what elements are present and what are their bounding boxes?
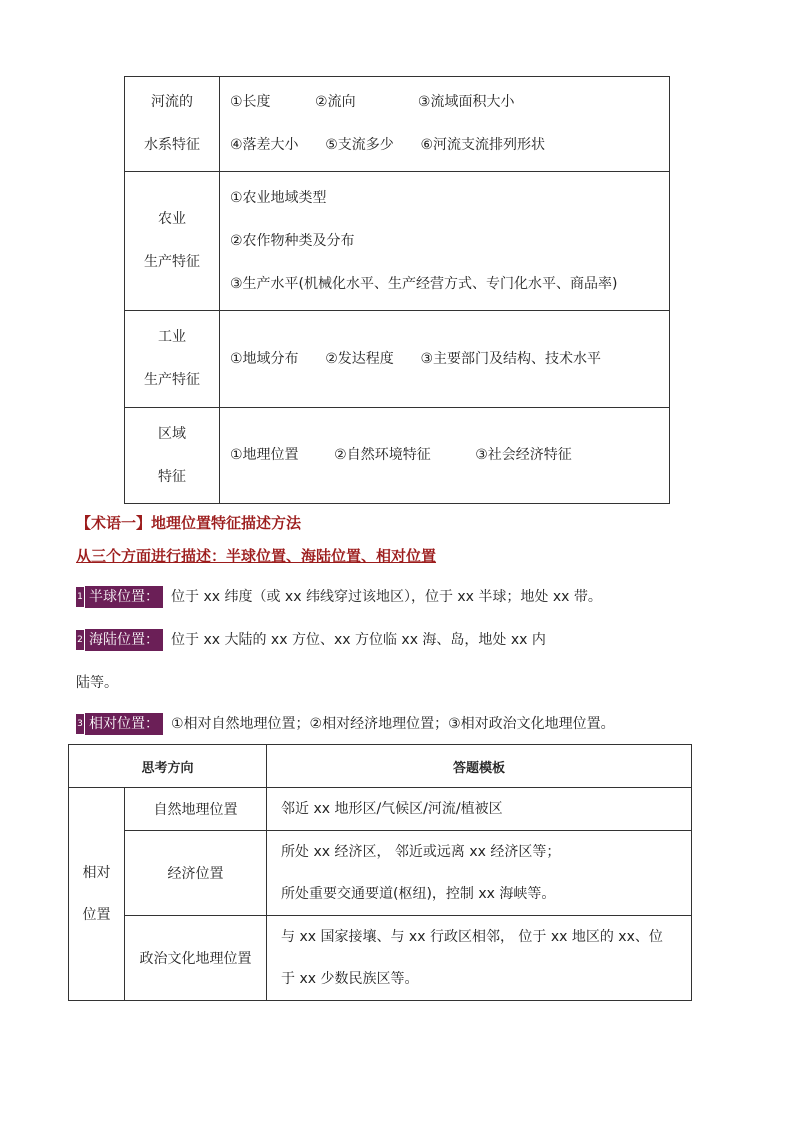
item-text: 位于 xx 纬度（或 xx 纬线穿过该地区），位于 xx 半球；地处 xx 带。: [171, 589, 602, 605]
item-label: 相对位置：: [85, 713, 163, 735]
list-item: [76, 586, 602, 608]
row-content: [220, 408, 670, 504]
group-label-line: 位置: [82, 907, 111, 923]
item-label: 海陆位置：: [85, 629, 163, 651]
river-agri-industry-table: [124, 76, 670, 504]
table-row: [125, 172, 670, 311]
value-line: 所处重要交通要道(枢纽)，控制 xx 海峡等。: [281, 886, 556, 902]
row-header-line: 区域: [158, 425, 186, 442]
item-number: 2: [76, 630, 84, 650]
content-line: ③生产水平(机械化水平、生产经营方式、专门化水平、商品率): [230, 275, 618, 292]
item-label: 半球位置：: [85, 586, 163, 608]
row-content: [220, 77, 670, 172]
row-label: 经济位置: [125, 831, 267, 916]
item-text-continued: 陆等。: [76, 675, 118, 691]
table-header-row: [69, 745, 692, 788]
row-header-line: 农业: [158, 211, 186, 227]
row-label: 政治文化地理位置: [125, 916, 267, 1001]
section-title: 【术语一】地理位置特征描述方法: [76, 514, 302, 532]
column-header: 答题模板: [267, 745, 692, 788]
table-row: [69, 916, 692, 1001]
list-item: [76, 629, 546, 651]
value-line: 与 xx 国家接壤、与 xx 行政区相邻， 位于 xx 地区的 xx、位: [281, 929, 663, 945]
row-header-line: 河流的: [151, 94, 193, 110]
content-line: ①地域分布 ②发达程度 ③主要部门及结构、技术水平: [230, 350, 602, 367]
section-subtitle: 从三个方面进行描述：半球位置、海陆位置、相对位置: [76, 547, 437, 565]
item-text: 位于 xx 大陆的 xx 方位、xx 方位临 xx 海、岛，地处 xx 内: [171, 632, 546, 648]
table-row: [69, 788, 692, 831]
row-header: [125, 311, 220, 408]
table-row: [125, 311, 670, 408]
row-header-line: 生产特征: [144, 254, 200, 270]
group-label: [69, 788, 125, 1001]
item-number: 3: [76, 714, 84, 734]
row-value: [267, 831, 692, 916]
row-value: [267, 916, 692, 1001]
row-content: [220, 311, 670, 408]
row-value: [267, 788, 692, 831]
value-line: 邻近 xx 地形区/气候区/河流/植被区: [281, 801, 503, 817]
row-header: [125, 77, 220, 172]
row-header: [125, 172, 220, 311]
row-header-line: 生产特征: [144, 372, 200, 388]
column-header: 思考方向: [69, 745, 267, 788]
content-line: ①农业地域类型: [230, 189, 327, 206]
row-header: [125, 408, 220, 504]
content-line: ②农作物种类及分布: [230, 232, 355, 249]
item-text: ①相对自然地理位置；②相对经济地理位置；③相对政治文化地理位置。: [171, 716, 615, 732]
value-line: 于 xx 少数民族区等。: [281, 971, 419, 987]
row-header-line: 特征: [158, 468, 186, 485]
table-row: [125, 408, 670, 504]
item-number: 1: [76, 587, 84, 607]
content-line: ①长度 ②流向 ③流域面积大小: [230, 94, 515, 110]
list-item: [76, 713, 615, 735]
row-header-line: 水系特征: [144, 137, 200, 153]
table-row: [125, 77, 670, 172]
relative-position-table: [68, 744, 692, 1001]
content-line: ①地理位置 ②自然环境特征 ③社会经济特征: [230, 447, 572, 463]
row-content: [220, 172, 670, 311]
table-row: [69, 831, 692, 916]
value-line: 所处 xx 经济区， 邻近或远离 xx 经济区等；: [281, 844, 561, 860]
group-label-line: 相对: [82, 865, 111, 881]
row-header-line: 工业: [158, 329, 186, 345]
row-label: 自然地理位置: [125, 788, 267, 831]
content-line: ④落差大小 ⑤支流多少 ⑥河流支流排列形状: [230, 137, 546, 153]
